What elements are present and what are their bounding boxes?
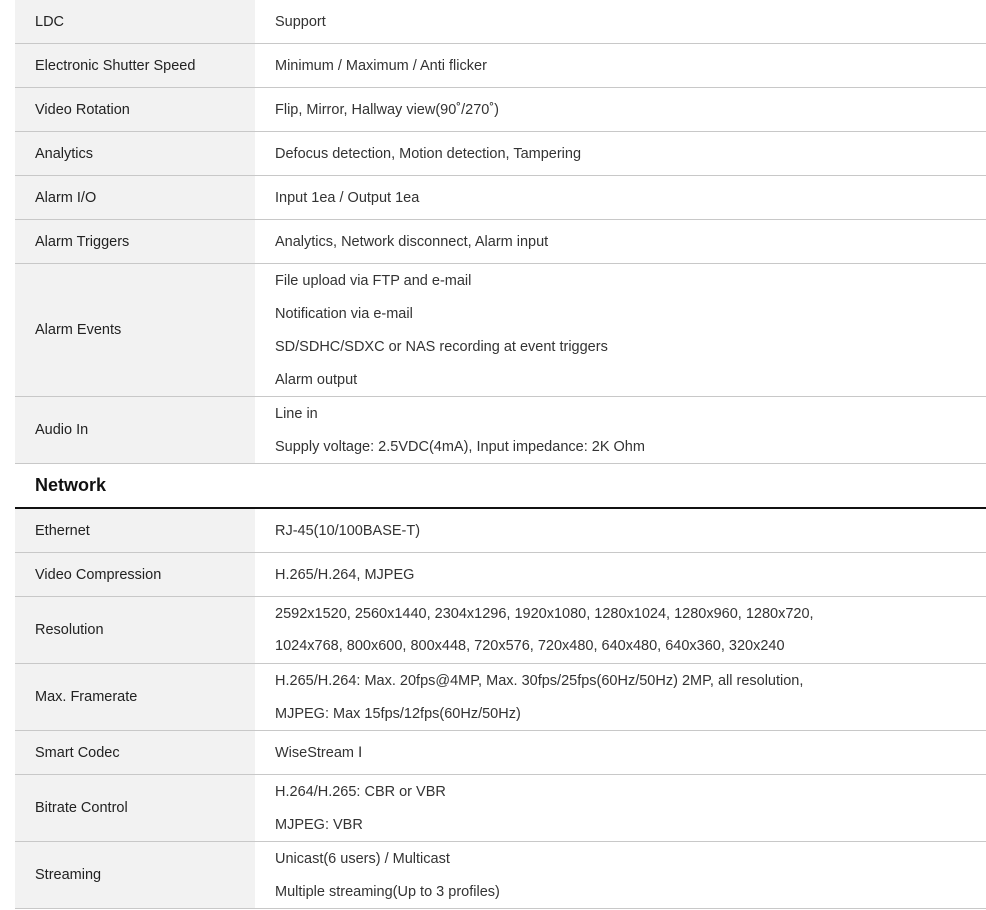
spec-value [255, 397, 986, 463]
spec-value-line: Line in [275, 405, 318, 422]
spec-row [15, 44, 986, 88]
spec-value [255, 664, 986, 730]
section-title-network: Network [15, 464, 986, 509]
spec-row [15, 842, 986, 909]
spec-row [15, 176, 986, 220]
spec-label: LDC [15, 0, 255, 43]
spec-row [15, 132, 986, 176]
spec-value-line: Input 1ea / Output 1ea [275, 189, 420, 206]
spec-row [15, 664, 986, 731]
spec-value [255, 731, 986, 774]
spec-value [255, 220, 986, 263]
spec-label: Bitrate Control [15, 775, 255, 841]
spec-value-line: Supply voltage: 2.5VDC(4mA), Input impedance: 2K Ohm [275, 438, 645, 455]
spec-label: Resolution [15, 597, 255, 663]
spec-value-line: WiseStream Ⅰ [275, 744, 363, 761]
spec-value [255, 44, 986, 87]
spec-value-line: SD/SDHC/SDXC or NAS recording at event triggers [275, 338, 608, 355]
spec-value-line: Flip, Mirror, Hallway view(90˚/270˚) [275, 101, 499, 118]
spec-value [255, 597, 986, 663]
spec-value-line: Multiple streaming(Up to 3 profiles) [275, 883, 500, 900]
spec-row [15, 553, 986, 597]
spec-label: Video Compression [15, 553, 255, 596]
spec-value [255, 264, 986, 396]
spec-row [15, 220, 986, 264]
spec-value-line: H.265/H.264, MJPEG [275, 566, 415, 583]
spec-value [255, 509, 986, 552]
spec-table [15, 0, 986, 909]
spec-value-line: Defocus detection, Motion detection, Tampering [275, 145, 582, 162]
spec-value-line: Unicast(6 users) / Multicast [275, 850, 450, 867]
spec-value [255, 775, 986, 841]
spec-label: Smart Codec [15, 731, 255, 774]
spec-value [255, 176, 986, 219]
spec-value-line: MJPEG: VBR [275, 816, 363, 833]
spec-label: Electronic Shutter Speed [15, 44, 255, 87]
spec-value [255, 88, 986, 131]
spec-label: Alarm I/O [15, 176, 255, 219]
spec-value-line: 2592x1520, 2560x1440, 2304x1296, 1920x1080, 1280x1024, 1280x960, 1280x720, [275, 606, 814, 622]
spec-value [255, 0, 986, 43]
spec-label: Alarm Events [15, 264, 255, 396]
spec-value [255, 553, 986, 596]
spec-value-line: Alarm output [275, 371, 358, 388]
spec-row [15, 397, 986, 464]
spec-value-line: 1024x768, 800x600, 800x448, 720x576, 720x480, 640x480, 640x360, 320x240 [275, 638, 785, 654]
spec-value-line: Notification via e-mail [275, 305, 413, 322]
spec-row [15, 88, 986, 132]
spec-value-line: H.265/H.264: Max. 20fps@4MP, Max. 30fps/25fps(60Hz/50Hz) 2MP, all resolution, [275, 672, 804, 689]
spec-row [15, 775, 986, 842]
spec-value [255, 842, 986, 908]
spec-label: Video Rotation [15, 88, 255, 131]
spec-row [15, 597, 986, 664]
spec-value-line: Analytics, Network disconnect, Alarm input [275, 233, 549, 250]
spec-label: Audio In [15, 397, 255, 463]
spec-value-line: H.264/H.265: CBR or VBR [275, 783, 446, 800]
spec-value-line: File upload via FTP and e-mail [275, 272, 472, 289]
spec-value-line: Minimum / Maximum / Anti flicker [275, 57, 487, 74]
spec-row [15, 264, 986, 397]
spec-value-line: MJPEG: Max 15fps/12fps(60Hz/50Hz) [275, 705, 521, 722]
spec-row [15, 0, 986, 44]
spec-value-line: Support [275, 13, 326, 30]
spec-label: Alarm Triggers [15, 220, 255, 263]
spec-row [15, 509, 986, 553]
spec-label: Analytics [15, 132, 255, 175]
spec-value [255, 132, 986, 175]
spec-label: Max. Framerate [15, 664, 255, 730]
spec-row [15, 731, 986, 775]
spec-label: Streaming [15, 842, 255, 908]
spec-value-line: RJ-45(10/100BASE-T) [275, 522, 421, 539]
spec-label: Ethernet [15, 509, 255, 552]
